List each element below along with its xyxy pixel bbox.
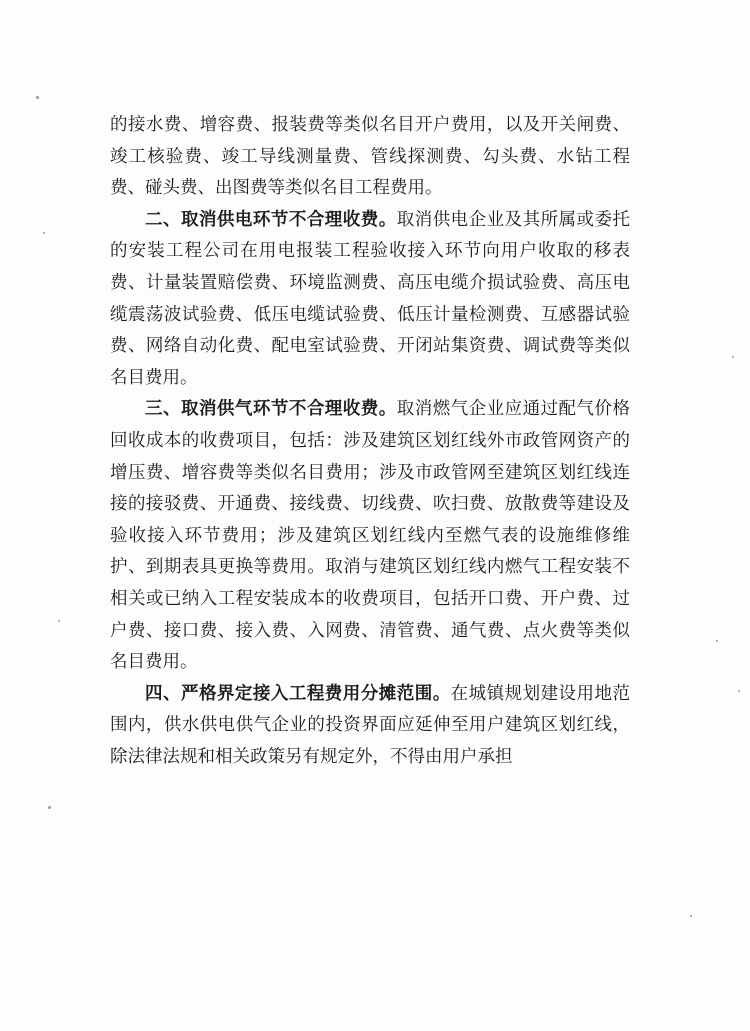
section-body-gas: 取消燃气企业应通过配气价格回收成本的收费项目，包括：涉及建筑区划红线外市政管网资产的增压费、增容费等类似名目费用；涉及市政管网至建筑区划红线连接的接驳费、开通费、接线费、切线费、吹扫费、放散费等建设及验收接入环节费用；涉及建筑区划红线内至燃气表的设施维修维护、到期表具更换等费用。取消与建筑区划红线内燃气工程安装不相关或已纳入工程安装成本的收费项目，包括开口费、开户费、过户费、接口费、接入费、入网费、清管费、通气费、点火费等类似名目费用。 <box>110 399 631 673</box>
paragraph-power-supply-fees <box>110 205 630 395</box>
scan-speck <box>732 356 734 358</box>
section-body-power: 取消供电企业及其所属或委托的安装工程公司在用电报装工程验收接入环节向用户收取的移表费、计量装置赔偿费、环境监测费、高压电缆介损试验费、高压电缆震荡波试验费、低压电缆试验费、低压计量检测费、互感器试验费、网络自动化费、配电室试验费、开闭站集资费、调试费等类似名目费用。 <box>110 209 631 388</box>
section-heading-allocation: 四、严格界定接入工程费用分摊范围。 <box>145 683 451 704</box>
section-heading-gas: 三、取消供气环节不合理收费。 <box>145 399 397 420</box>
scan-speck <box>43 232 45 234</box>
scan-speck <box>690 915 692 917</box>
scan-speck <box>738 690 740 692</box>
paragraph-continued: 的接水费、增容费、报装费等类似名目开户费用，以及开关闸费、竣工核验费、竣工导线测量费、管线探测费、勾头费、水钻工程费、碰头费、出图费等类似名目工程费用。 <box>110 115 630 199</box>
section-body-allocation: 在城镇规划建设用地范围内，供水供电供气企业的投资界面应延伸至用户建筑区划红线，除法律法规和相关政策另有规定外，不得由用户承担 <box>110 683 630 767</box>
section-heading-power: 二、取消供电环节不合理收费。 <box>145 209 397 230</box>
scan-speck <box>48 806 51 809</box>
scan-speck <box>36 96 39 99</box>
document-body <box>110 110 630 773</box>
scan-speck <box>716 640 718 642</box>
paragraph-gas-supply-fees <box>110 394 630 678</box>
paragraph-cost-allocation <box>110 679 630 774</box>
scan-speck <box>58 620 60 622</box>
